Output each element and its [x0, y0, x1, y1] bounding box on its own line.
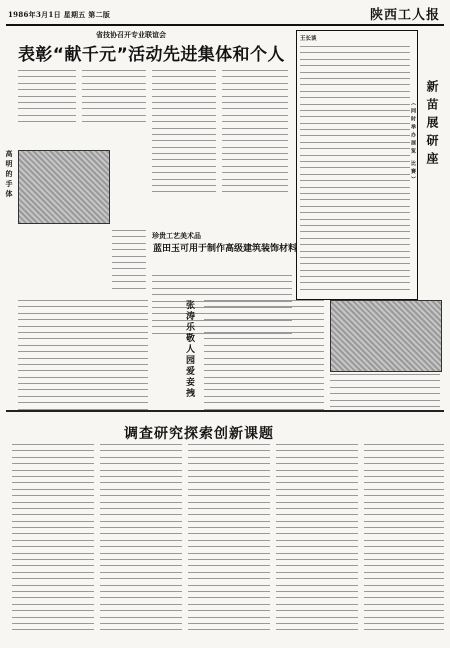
lead-body-col-3	[152, 70, 216, 198]
bottom-headline: 调查研究探索创新课题	[124, 426, 274, 442]
small-col	[112, 230, 146, 294]
lead-kicker: 省技协召开专业联谊会	[96, 30, 166, 39]
lead-body-col-1	[18, 70, 76, 128]
masthead: 陕西工人报	[369, 8, 440, 23]
series-vertical-title: 新苗展研座	[425, 80, 439, 170]
cartoon-caption: 高明的手体	[5, 150, 14, 200]
bottom-col-3	[188, 444, 270, 636]
page-header	[6, 4, 444, 26]
lead-headline: 表彰“献千元”活动先进集体和个人	[18, 45, 285, 65]
vertical-headline: 张涛乐敬人园爱妾拽	[184, 300, 194, 399]
side-headline: 蓝田玉可用于制作高级建筑装饰材料	[152, 244, 297, 254]
section-divider	[6, 410, 444, 412]
cartoon-image	[18, 150, 110, 224]
issue-date: 1986年3月1日 星期五 第二版	[8, 10, 111, 19]
right-lower-body	[330, 374, 440, 412]
bottom-col-2	[100, 444, 182, 636]
bottom-col-1	[12, 444, 94, 636]
bottom-col-4	[276, 444, 358, 636]
right-photo	[330, 300, 442, 372]
bottom-col-5	[364, 444, 444, 636]
side-kicker: 珍贵工艺美术品	[152, 231, 201, 240]
article-lower-left	[18, 300, 148, 415]
notice-title: 王长谈	[300, 36, 317, 42]
lead-body-col-4	[222, 70, 288, 198]
lead-body-col-2	[82, 70, 146, 128]
notice-body	[300, 46, 410, 295]
series-note: （同时举办展览 比赛）	[410, 100, 416, 185]
article-lower-mid	[204, 300, 324, 415]
